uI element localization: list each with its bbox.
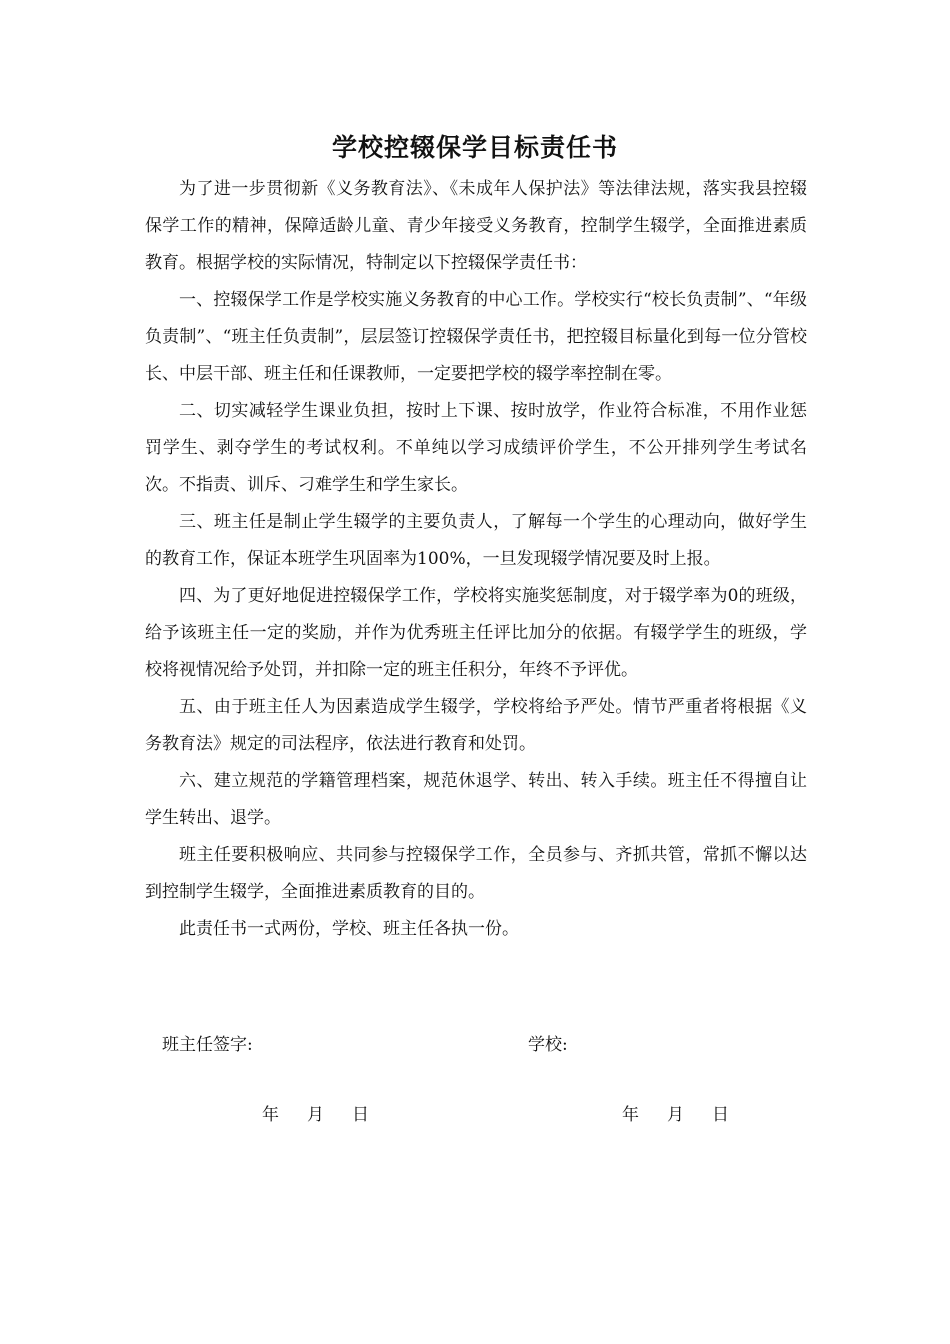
date-day-label: 日 <box>712 1105 729 1125</box>
clause-3-paragraph: 三、班主任是制止学生辍学的主要负责人，了解每一个学生的心理动向，做好学生的教育工作，保证本班学生巩固率为100%，一旦发现辍学情况要及时上报。 <box>145 512 807 569</box>
document-title: 学校控辍保学目标责任书 <box>331 133 618 162</box>
clause-1-paragraph: 一、控辍保学工作是学校实施义务教育的中心工作。学校实行“校长负责制”、“年级负责制”、“班主任负责制”，层层签订控辍保学责任书，把控辍目标量化到每一位分管校长、中层干部、班主任和任课教师，一定要把学校的辍学率控制在零。 <box>145 290 807 384</box>
document-body <box>145 171 807 948</box>
date-day-label: 日 <box>352 1105 369 1125</box>
closing-paragraph: 班主任要积极响应、共同参与控辍保学工作，全员参与、齐抓共管，常抓不懈以达到控制学生辍学，全面推进素质教育的目的。 <box>145 845 807 902</box>
copies-paragraph: 此责任书一式两份，学校、班主任各执一份。 <box>179 919 519 939</box>
intro-paragraph: 为了进一步贯彻新《义务教育法》、《未成年人保护法》等法律法规，落实我县控辍保学工作的精神，保障适龄儿童、青少年接受义务教育，控制学生辍学，全面推进素质教育。根据学校的实际情况，特制定以下控辍保学责任书： <box>145 179 807 273</box>
clause-2-paragraph: 二、切实减轻学生课业负担，按时上下课、按时放学，作业符合标准，不用作业惩罚学生、剥夺学生的考试权利。不单纯以学习成绩评价学生，不公开排列学生考试名次。不指责、训斥、刁难学生和学生家长。 <box>145 401 807 495</box>
date-month-label: 月 <box>667 1105 684 1125</box>
clause-4-paragraph: 四、为了更好地促进控辍保学工作，学校将实施奖惩制度，对于辍学率为0的班级，给予该班主任一定的奖励，并作为优秀班主任评比加分的依据。有辍学学生的班级，学校将视情况给予处罚，并扣除一定的班主任积分，年终不予评优。 <box>145 586 807 680</box>
clause-5-paragraph: 五、由于班主任人为因素造成学生辍学，学校将给予严处。情节严重者将根据《义务教育法》规定的司法程序，依法进行教育和处罚。 <box>145 697 807 754</box>
teacher-signature-label: 班主任签字: <box>162 1035 253 1055</box>
school-signature-label: 学校: <box>528 1035 568 1055</box>
date-year-label: 年 <box>262 1105 279 1125</box>
date-month-label: 月 <box>307 1105 324 1125</box>
school-date-line <box>622 1100 729 1130</box>
date-year-label: 年 <box>622 1105 639 1125</box>
teacher-date-line <box>262 1100 369 1130</box>
clause-6-paragraph: 六、建立规范的学籍管理档案，规范休退学、转出、转入手续。班主任不得擅自让学生转出、退学。 <box>145 771 807 828</box>
